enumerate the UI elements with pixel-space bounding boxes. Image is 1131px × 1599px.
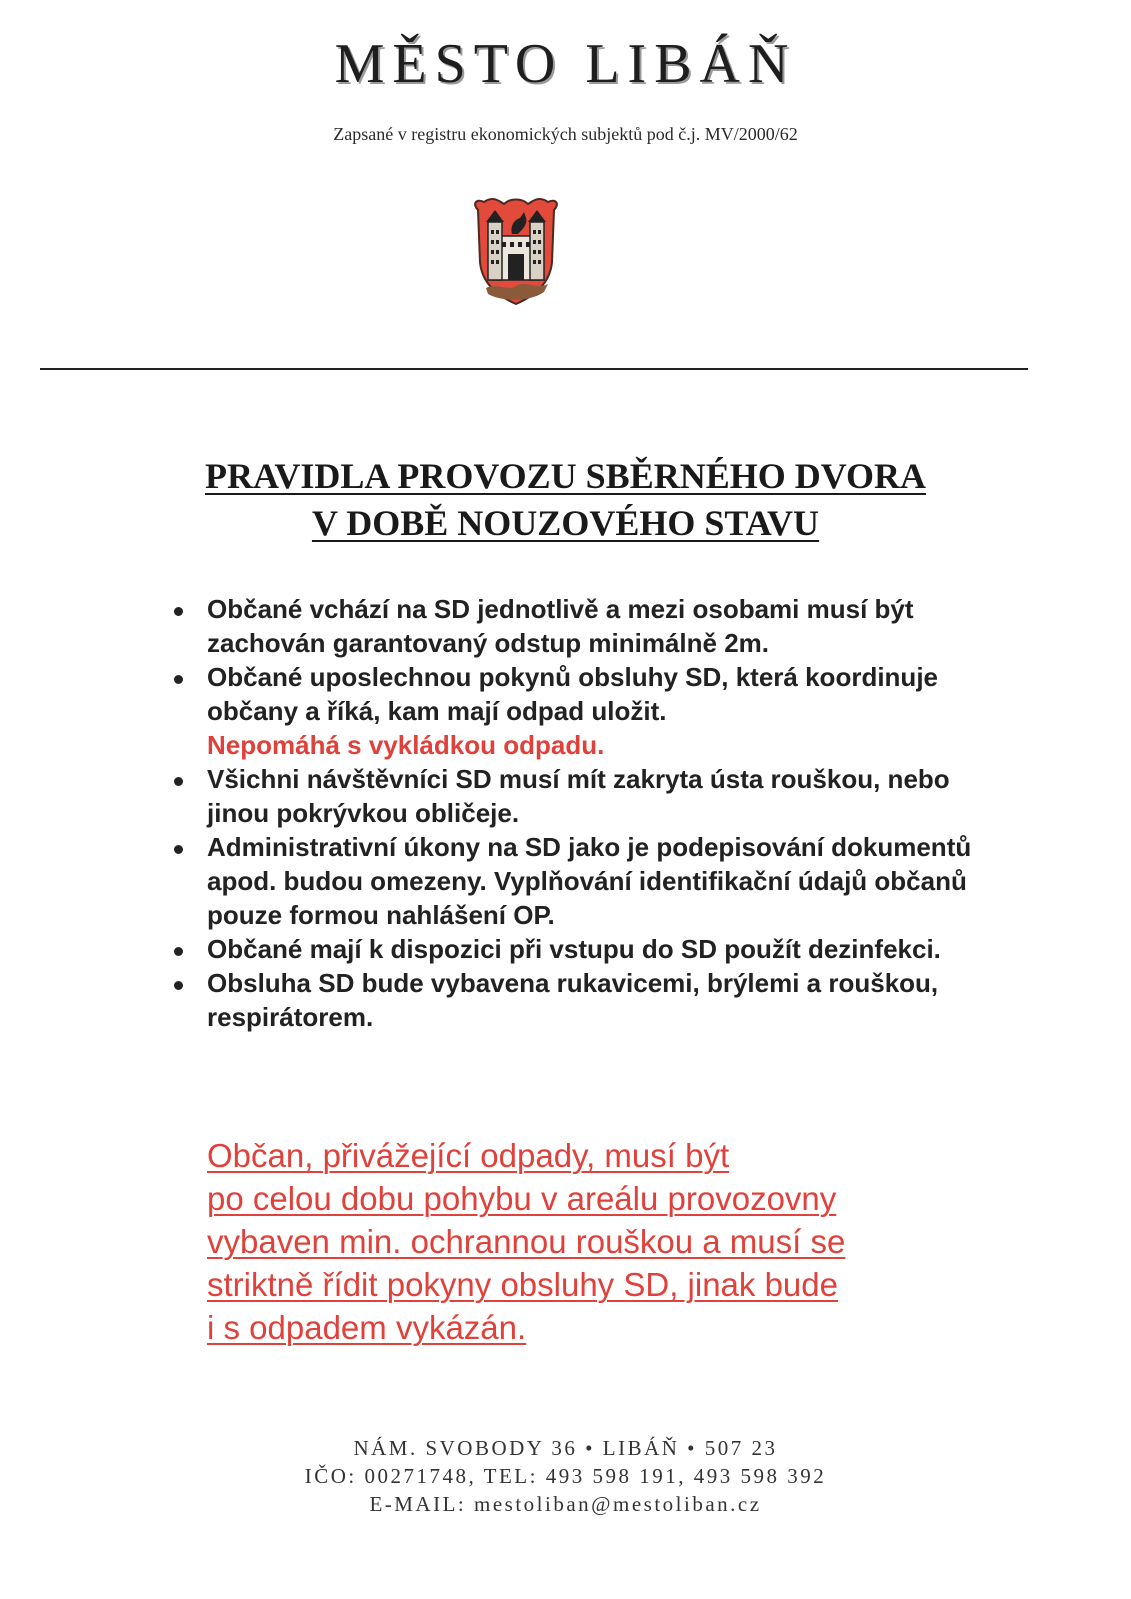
bullet-icon [174, 981, 183, 990]
warning-line-3: vybaven min. ochrannou rouškou a musí se [207, 1223, 846, 1260]
divider [40, 368, 1028, 370]
bullet-icon [174, 777, 183, 786]
rule-text: Administrativní úkony na SD jako je podepisování dokumentů apod. budou omezeny. Vyplňování identifikační údajů občanů pouze formou nahlášení OP. [207, 832, 972, 930]
bullet-icon [174, 675, 183, 684]
rule-text: Občané vchází na SD jednotlivě a mezi osobami musí být zachován garantovaný odstup minimálně 2m. [207, 594, 914, 658]
list-item [207, 966, 1017, 1034]
footer-email: E-MAIL: mestoliban@mestoliban.cz [369, 1492, 762, 1516]
heading-line-1: PRAVIDLA PROVOZU SBĚRNÉHO DVORA [205, 456, 926, 496]
coat-of-arms-icon [468, 196, 564, 308]
bullet-icon [174, 947, 183, 956]
bullet-icon [174, 845, 183, 854]
notice-heading [0, 453, 1131, 547]
footer-ids: IČO: 00271748, TEL: 493 598 191, 493 598 392 [304, 1464, 827, 1488]
heading-line-2: V DOBĚ NOUZOVÉHO STAVU [311, 503, 820, 543]
bullet-icon [174, 607, 183, 616]
rule-note: Nepomáhá s vykládkou odpadu. [207, 730, 605, 760]
warning-notice [207, 1134, 1007, 1349]
rules-list [207, 592, 1017, 1034]
rule-text: Občané uposlechnou pokynů obsluhy SD, která koordinuje občany a říká, kam mají odpad uložit. [207, 662, 938, 726]
footer [0, 1434, 1131, 1518]
list-item [207, 592, 1017, 660]
warning-line-1: Občan, přivážející odpady, musí být [207, 1137, 730, 1174]
list-item [207, 660, 1017, 762]
list-item [207, 932, 1017, 966]
list-item [207, 762, 1017, 830]
warning-line-4: striktně řídit pokyny obsluhy SD, jinak bude [207, 1266, 838, 1303]
warning-line-2: po celou dobu pohybu v areálu provozovny [207, 1180, 837, 1217]
rule-text: Všichni návštěvníci SD musí mít zakryta ústa rouškou, nebo jinou pokrývkou obličeje. [207, 764, 950, 828]
warning-line-5: i s odpadem vykázán. [207, 1309, 527, 1346]
rule-text: Obsluha SD bude vybavena rukavicemi, brýlemi a rouškou, respirátorem. [207, 968, 939, 1032]
list-item [207, 830, 1017, 932]
registration-line: Zapsané v registru ekonomických subjektů pod č.j. MV/2000/62 [333, 124, 798, 144]
rule-text: Občané mají k dispozici při vstupu do SD použít dezinfekci. [207, 934, 941, 964]
footer-address: NÁM. SVOBODY 36 • LIBÁŇ • 507 23 [353, 1436, 778, 1460]
page-title: MĚSTO LIBÁŇ [334, 33, 797, 95]
